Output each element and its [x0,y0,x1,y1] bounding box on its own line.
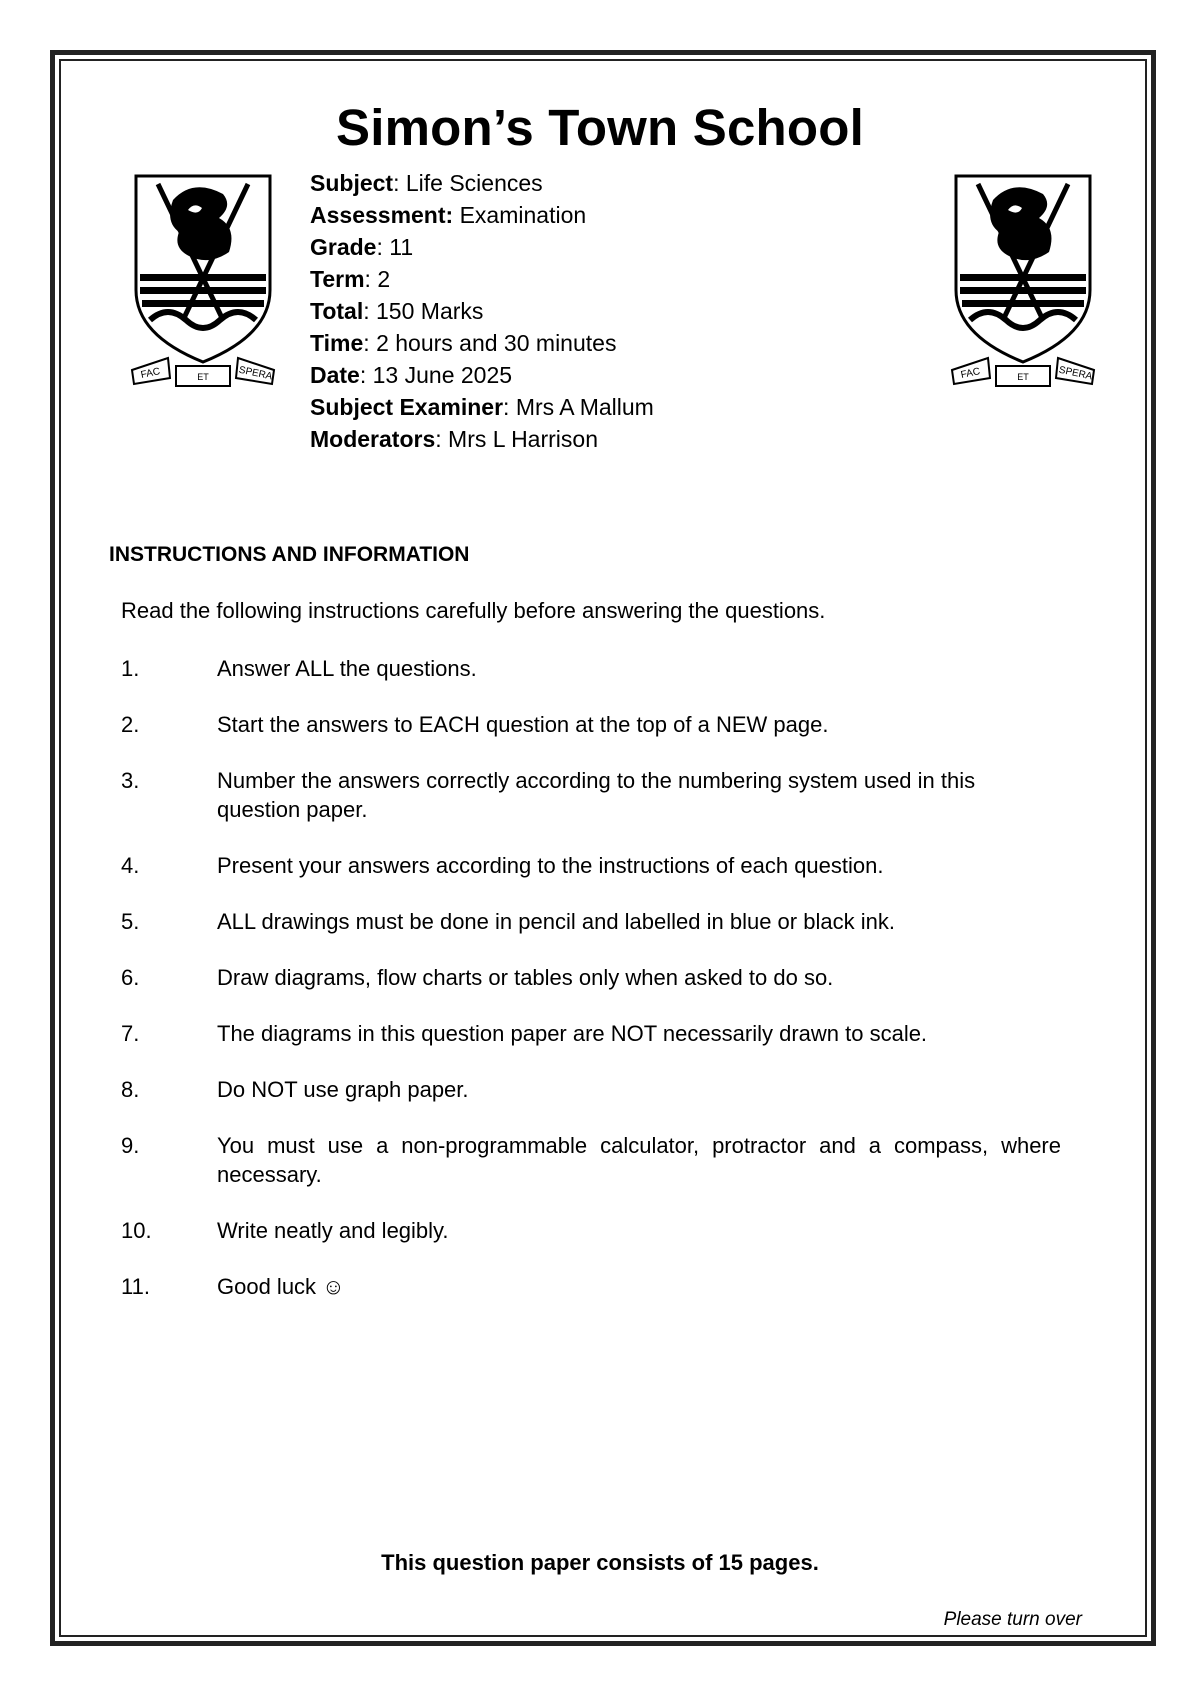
instruction-text: You must use a non-programmable calculator, protractor and a compass, where necessary. [217,1133,1061,1187]
page-count-note: This question paper consists of 15 pages. [381,1550,819,1575]
detail-value: 2 hours and 30 minutes [376,330,617,356]
detail-value: 2 [377,266,391,292]
school-crest-right-logo [948,170,1098,390]
detail-subject-examiner: Subject Examiner: Mrs A Mallum [310,394,654,420]
detail-value: 11 [389,234,414,260]
school-crest-left-logo [128,170,278,390]
instruction-number: 3. [121,768,140,793]
instruction-number: 4. [121,853,140,878]
detail-label: Grade [310,234,377,260]
instructions-heading: INSTRUCTIONS AND INFORMATION [109,543,470,566]
instruction-number: 9. [121,1133,140,1158]
detail-label: Time [310,330,364,356]
instruction-number: 6. [121,965,140,990]
detail-date: Date: 13 June 2025 [310,362,513,388]
detail-label: Term [310,266,365,292]
instruction-text: Write neatly and legibly. [217,1218,449,1243]
instruction-text: Do NOT use graph paper. [217,1077,469,1102]
instruction-item [121,1019,1061,1048]
instruction-item [121,1131,1061,1189]
instruction-text: Start the answers to EACH question at the top of a NEW page. [217,712,829,737]
detail-subject: Subject: Life Sciences [310,170,543,196]
instruction-number: 10. [121,1218,152,1243]
instruction-text: The diagrams in this question paper are NOT necessarily drawn to scale. [217,1021,928,1046]
detail-label: Total [310,298,364,324]
instruction-number: 8. [121,1077,140,1102]
detail-label: Date [310,362,360,388]
instruction-item [121,963,1061,992]
detail-value: Examination [459,202,587,228]
school-name-title: Simon’s Town School [336,99,864,156]
detail-time: Time: 2 hours and 30 minutes [310,330,617,356]
instruction-item [121,851,1061,880]
crest-motto-right-text: SPERA [1057,364,1094,383]
crest-motto-left-text: FAC [959,366,982,381]
instruction-number: 5. [121,909,140,934]
instruction-item [121,766,1061,824]
detail-moderators: Moderators: Mrs L Harrison [310,426,598,452]
instruction-item [121,654,1061,683]
crest-motto-middle-text: ET [197,372,209,382]
instructions-intro: Read the following instructions carefully before answering the questions. [121,598,826,623]
instructions-list [121,654,1061,1328]
instruction-item [121,710,1061,739]
detail-value: Mrs L Harrison [448,426,598,452]
detail-grade: Grade: 11 [310,234,414,260]
instruction-text: ALL drawings must be done in pencil and labelled in blue or black ink. [217,909,895,934]
detail-total: Total: 150 Marks [310,298,484,324]
crest-motto-middle-text: ET [1017,372,1029,382]
detail-term: Term: 2 [310,266,391,292]
crest-motto-right-text: SPERA [237,364,274,383]
instruction-number: 11. [121,1274,150,1299]
instruction-text: Present your answers according to the instructions of each question. [217,853,884,878]
detail-label: Subject Examiner [310,394,504,420]
detail-value: 13 June 2025 [372,362,513,388]
detail-assessment [310,199,654,231]
instruction-number: 7. [121,1021,140,1046]
instruction-text: Good luck ☺ [217,1274,345,1299]
detail-label: Assessment: [310,202,454,228]
please-turn-over-note: Please turn over [943,1609,1082,1630]
instruction-text: Draw diagrams, flow charts or tables only when asked to do so. [217,965,834,990]
crest-motto-left-text: FAC [139,366,162,381]
instruction-item [121,907,1061,936]
instruction-number: 1. [121,656,140,681]
instruction-text: Answer ALL the questions. [217,656,477,681]
instruction-number: 2. [121,712,140,737]
instruction-item [121,1075,1061,1104]
detail-value: Mrs A Mallum [515,394,654,420]
detail-label: Subject [310,170,394,196]
instruction-item [121,1216,1061,1245]
detail-label: Moderators [310,426,436,452]
instruction-text: Number the answers correctly according to the numbering system used in this question paper. [217,768,976,822]
exam-details-block [310,167,654,455]
detail-value: 150 Marks [376,298,484,324]
detail-value: Life Sciences [405,170,543,196]
instruction-item [121,1272,1061,1301]
